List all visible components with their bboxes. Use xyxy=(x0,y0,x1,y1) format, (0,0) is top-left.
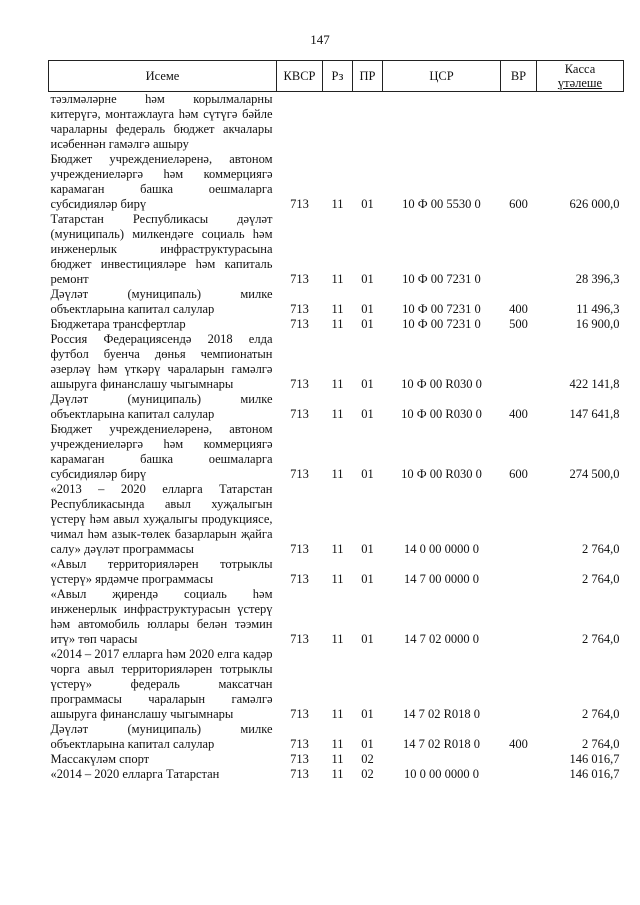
header-kvsr: КВСР xyxy=(277,61,323,92)
table-row xyxy=(49,557,624,587)
row-vr: 400 xyxy=(509,737,528,751)
row-name: «Авыл җирендә социаль һәм инженерлык инфраструктурасын үстерү һәм автомобиль юллары белән тәэмин итү» төп чарасы xyxy=(50,587,273,646)
row-csr: 10 Ф 00 5530 0 xyxy=(402,197,481,211)
row-pr xyxy=(353,92,383,153)
row-csr: 10 Ф 00 7231 0 xyxy=(402,272,481,286)
row-vr xyxy=(501,647,537,722)
row-name: «2014 – 2017 елларга һәм 2020 елга кадәр чорга авыл территорияләрен тотрыклы үстерү» федераль максатчан программасы чараларын гамәлгә ашыруга финанслашу чыгымнары xyxy=(50,647,273,721)
row-name: Дәүләт (муниципаль) милке объектларына капитал салулар xyxy=(50,287,273,316)
row-name: Россия Федерациясендә 2018 елда футбол буенча дөнья чемпионатын әзерләү һәм үткәрү чараларын гамәлгә ашыруга финанслашу чыгымнары xyxy=(50,332,273,391)
row-rz: 11 xyxy=(331,302,344,316)
row-name: Массакүләм спорт xyxy=(50,752,150,766)
row-rz: 11 xyxy=(331,542,344,556)
row-kvsr: 713 xyxy=(290,467,309,481)
row-vr: 400 xyxy=(509,302,528,316)
row-rz: 11 xyxy=(331,407,344,421)
row-kvsr: 713 xyxy=(290,767,309,781)
row-csr xyxy=(383,92,501,153)
row-vr xyxy=(501,482,537,557)
row-pr: 02 xyxy=(361,767,374,781)
row-vr: 600 xyxy=(509,197,528,211)
row-csr: 14 0 00 0000 0 xyxy=(404,542,479,556)
row-rz: 11 xyxy=(331,272,344,286)
row-kvsr: 713 xyxy=(290,197,309,211)
row-kassa: 11 496,3 xyxy=(576,302,620,316)
row-csr: 10 0 00 0000 0 xyxy=(404,767,479,781)
header-pr: ПР xyxy=(353,61,383,92)
row-kassa: 146 016,7 xyxy=(569,767,620,781)
row-kvsr: 713 xyxy=(290,737,309,751)
table-row xyxy=(49,722,624,752)
row-csr: 14 7 02 R018 0 xyxy=(402,707,481,721)
header-rz: Рз xyxy=(323,61,353,92)
table-row xyxy=(49,587,624,647)
header-csr: ЦСР xyxy=(383,61,501,92)
row-name: тәэлмәләрне һәм корылмаларны китерүгә, монтажлауга һәм сүтүгә бәйле чараларны федераль бюджет акчалары исәбеннән гамәлгә ашыру xyxy=(50,92,273,151)
row-rz: 11 xyxy=(331,737,344,751)
row-vr: 500 xyxy=(509,317,528,331)
row-kassa: 2 764,0 xyxy=(582,572,620,586)
row-pr: 01 xyxy=(361,302,374,316)
row-pr: 01 xyxy=(361,542,374,556)
table-row xyxy=(49,422,624,482)
row-pr: 01 xyxy=(361,707,374,721)
page-number: 147 xyxy=(310,32,330,47)
budget-table xyxy=(48,60,624,782)
row-pr: 01 xyxy=(361,377,374,391)
row-csr: 10 Ф 00 7231 0 xyxy=(402,317,481,331)
row-kvsr: 713 xyxy=(290,317,309,331)
row-vr xyxy=(501,587,537,647)
row-vr: 400 xyxy=(509,407,528,421)
row-csr xyxy=(383,752,501,767)
table-row xyxy=(49,647,624,722)
row-rz: 11 xyxy=(331,632,344,646)
row-pr: 01 xyxy=(361,197,374,211)
row-rz: 11 xyxy=(331,767,344,781)
row-csr: 10 Ф 00 R030 0 xyxy=(401,467,482,481)
row-rz: 11 xyxy=(331,467,344,481)
table-row xyxy=(49,482,624,557)
row-kassa: 28 396,3 xyxy=(575,272,620,286)
table-row xyxy=(49,317,624,332)
row-name: Бюджетара трансфертлар xyxy=(50,317,186,331)
row-rz: 11 xyxy=(331,752,344,766)
row-vr xyxy=(501,212,537,287)
header-kassa xyxy=(537,61,624,92)
row-rz: 11 xyxy=(331,572,344,586)
row-kvsr: 713 xyxy=(290,302,309,316)
row-pr: 02 xyxy=(361,752,374,766)
row-rz xyxy=(323,92,353,153)
row-vr: 600 xyxy=(509,467,528,481)
row-vr xyxy=(501,767,537,782)
row-name: Бюджет учреждениеләренә, автоном учреждениеләргә һәм коммерциягә карамаган башка оешмаларга субсидияләр бирү xyxy=(50,422,273,481)
row-csr: 14 7 02 0000 0 xyxy=(404,632,479,646)
row-name: Татарстан Республикасы дәүләт (муниципаль) милкендәге социаль һәм инженерлык инфраструктурасына бюджет инвестицияләре һәм капиталь ремонт xyxy=(50,212,273,286)
row-kassa: 2 764,0 xyxy=(582,737,620,751)
table-body xyxy=(49,92,624,783)
row-kassa xyxy=(537,92,624,153)
row-pr: 01 xyxy=(361,317,374,331)
row-kvsr: 713 xyxy=(290,632,309,646)
row-kassa: 16 900,0 xyxy=(575,317,620,331)
row-pr: 01 xyxy=(361,737,374,751)
row-rz: 11 xyxy=(331,317,344,331)
row-name: Дәүләт (муниципаль) милке объектларына капитал салулар xyxy=(50,392,273,421)
row-kassa: 147 641,8 xyxy=(569,407,620,421)
row-kassa: 2 764,0 xyxy=(582,632,620,646)
row-vr xyxy=(501,92,537,153)
row-csr: 14 7 00 0000 0 xyxy=(404,572,479,586)
header-kassa-line2: үтәлеше xyxy=(557,76,603,90)
table-row xyxy=(49,392,624,422)
row-kvsr: 713 xyxy=(290,572,309,586)
row-pr: 01 xyxy=(361,272,374,286)
table-row xyxy=(49,152,624,212)
row-rz: 11 xyxy=(331,707,344,721)
row-kvsr: 713 xyxy=(290,407,309,421)
row-kassa: 2 764,0 xyxy=(582,707,620,721)
row-name: «2013 – 2020 елларга Татарстан Республикасында авыл хуҗалыгын үстерү һәм авыл хуҗалыгы продукциясе, чимал һәм азык-төлек базарларын җайга салу» дәүләт программасы xyxy=(50,482,273,556)
row-pr: 01 xyxy=(361,572,374,586)
table-row xyxy=(49,332,624,392)
table-row xyxy=(49,212,624,287)
row-csr: 10 Ф 00 R030 0 xyxy=(401,407,482,421)
row-kassa: 626 000,0 xyxy=(569,197,620,211)
row-name: «Авыл территорияләрен тотрыклы үстерү» ярдәмче программасы xyxy=(50,557,273,586)
row-csr: 14 7 02 R018 0 xyxy=(402,737,481,751)
row-name: «2014 – 2020 елларга Татарстан xyxy=(50,767,220,781)
row-vr xyxy=(501,752,537,767)
row-kassa: 146 016,7 xyxy=(569,752,620,766)
row-kassa: 274 500,0 xyxy=(569,467,620,481)
row-vr xyxy=(501,557,537,587)
row-kassa: 2 764,0 xyxy=(582,542,620,556)
table-header-row xyxy=(49,61,624,92)
row-kvsr: 713 xyxy=(290,542,309,556)
row-kvsr: 713 xyxy=(290,752,309,766)
row-csr: 10 Ф 00 7231 0 xyxy=(402,302,481,316)
row-name: Бюджет учреждениеләренә, автоном учреждениеләргә һәм коммерциягә карамаган башка оешмаларга субсидияләр бирү xyxy=(50,152,273,211)
table-row xyxy=(49,752,624,767)
row-rz: 11 xyxy=(331,377,344,391)
row-kvsr: 713 xyxy=(290,377,309,391)
header-vr: ВР xyxy=(501,61,537,92)
row-pr: 01 xyxy=(361,632,374,646)
row-rz: 11 xyxy=(331,197,344,211)
table-row xyxy=(49,767,624,782)
row-kassa: 422 141,8 xyxy=(569,377,620,391)
row-name: Дәүләт (муниципаль) милке объектларына капитал салулар xyxy=(50,722,273,751)
header-kassa-line1: Касса xyxy=(564,62,596,76)
row-kvsr: 713 xyxy=(290,707,309,721)
row-pr: 01 xyxy=(361,407,374,421)
row-kvsr: 713 xyxy=(290,272,309,286)
row-vr xyxy=(501,332,537,392)
row-pr: 01 xyxy=(361,467,374,481)
header-name: Исеме xyxy=(49,61,277,92)
row-csr: 10 Ф 00 R030 0 xyxy=(401,377,482,391)
row-kvsr xyxy=(277,92,323,153)
table-row xyxy=(49,287,624,317)
table-row xyxy=(49,92,624,153)
